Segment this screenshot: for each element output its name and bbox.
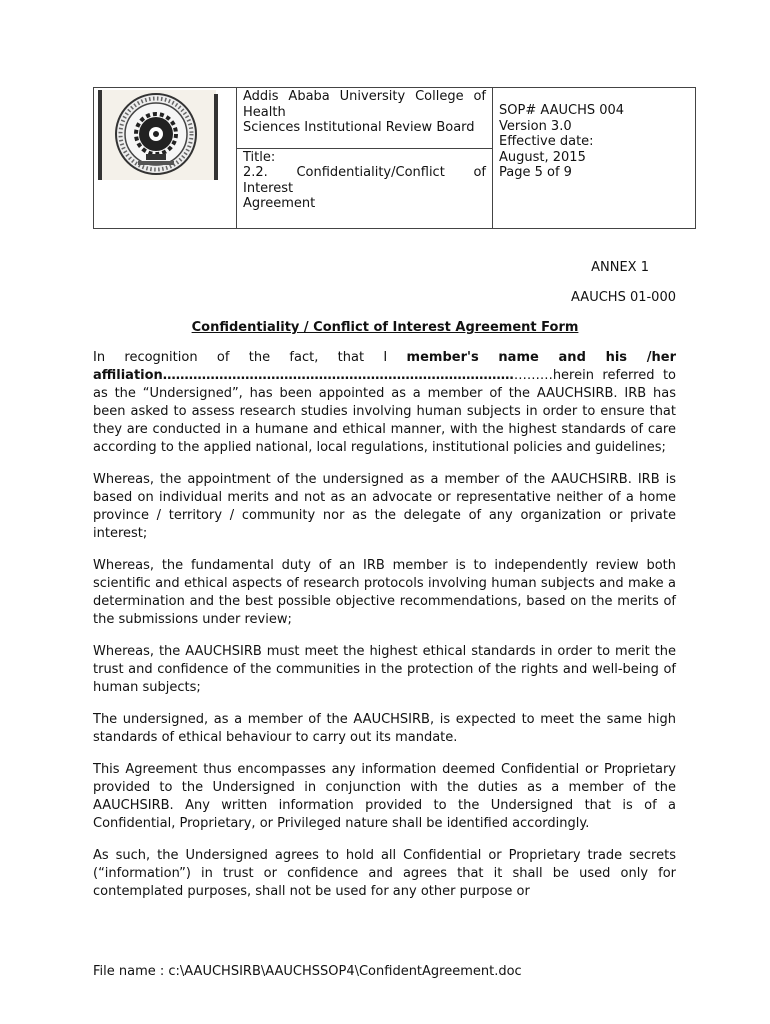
title-line-2: Agreement	[243, 196, 316, 212]
document-header-table	[93, 87, 696, 229]
organization-cell	[237, 88, 493, 149]
organization-name-line-2: Sciences Institutional Review Board	[243, 120, 475, 135]
intro-rest: referred to as the “Undersigned”, has been appointed as a member of the AAUCHSIRB. IRB has been asked to assess research studies involving human subjects in order to ensure that they are conducted in a humane and ethical manner, with the highest standards of care according to the applied national, local regulations, institutional policies and guidelines;	[93, 368, 676, 455]
title-line-1: 2.2. Confidentiality/Conflict of Interest	[243, 165, 486, 196]
logo-cell	[94, 88, 237, 229]
page-number: Page 5 of 9	[499, 165, 572, 180]
university-seal-logo	[94, 88, 236, 188]
organization-name-line-1: Addis Ababa University College of Health	[243, 89, 486, 120]
intro-dots: ………herein	[513, 368, 594, 383]
file-name-footer: File name : c:\AAUCHSIRB\AAUCHSSOP4\ConfidentAgreement.doc	[93, 964, 522, 979]
paragraph: Whereas, the AAUCHSIRB must meet the highest ethical standards in order to merit the trust and confidence of the communities in the protection of the rights and well-being of human subjects;	[93, 644, 676, 695]
paragraph: As such, the Undersigned agrees to hold all Confidential or Proprietary trade secrets (“information”) in trust or confidence and agrees that it shall be used only for contemplated purposes, shall not be used for any other purpose or	[93, 848, 676, 899]
form-title: Confidentiality / Conflict of Interest Agreement Form	[191, 320, 579, 335]
effective-date-label: Effective date:	[499, 134, 594, 149]
agreement-body	[93, 349, 676, 915]
version: Version 3.0	[499, 118, 572, 134]
title-cell	[237, 148, 493, 228]
title-label: Title:	[243, 149, 276, 165]
sop-info-cell	[493, 88, 696, 229]
effective-date: August, 2015	[499, 149, 586, 165]
paragraph: Whereas, the fundamental duty of an IRB member is to independently review both scientific and ethical aspects of research protocols involving human subjects and make a determination and the best possible objective recommendations, based on the merits of the submissions under review;	[93, 558, 676, 627]
member-name-placeholder: member's name and his /her affiliation………………………………………………………………………	[93, 350, 676, 383]
intro-paragraph	[93, 349, 676, 457]
form-code: AAUCHS 01-000	[571, 290, 676, 305]
paragraph: The undersigned, as a member of the AAUCHSIRB, is expected to meet the same high standards of ethical behaviour to carry out its mandate.	[93, 712, 676, 745]
paragraph: Whereas, the appointment of the undersigned as a member of the AAUCHSIRB. IRB is based on individual merits and not as an advocate or representative neither of a home province / territory / community nor as the delegate of any organization or private interest;	[93, 472, 676, 541]
intro-lead: In recognition of the fact, that I	[93, 350, 407, 365]
sop-number: SOP# AAUCHS 004	[499, 103, 625, 118]
annex-label: ANNEX 1	[591, 260, 649, 275]
paragraph: This Agreement thus encompasses any information deemed Confidential or Proprietary provided to the Undersigned in conjunction with the duties as a member of the AAUCHSIRB. Any written information provided to the Undersigned that is of a Confidential, Proprietary, or Privileged nature shall be identified accordingly.	[93, 762, 676, 831]
